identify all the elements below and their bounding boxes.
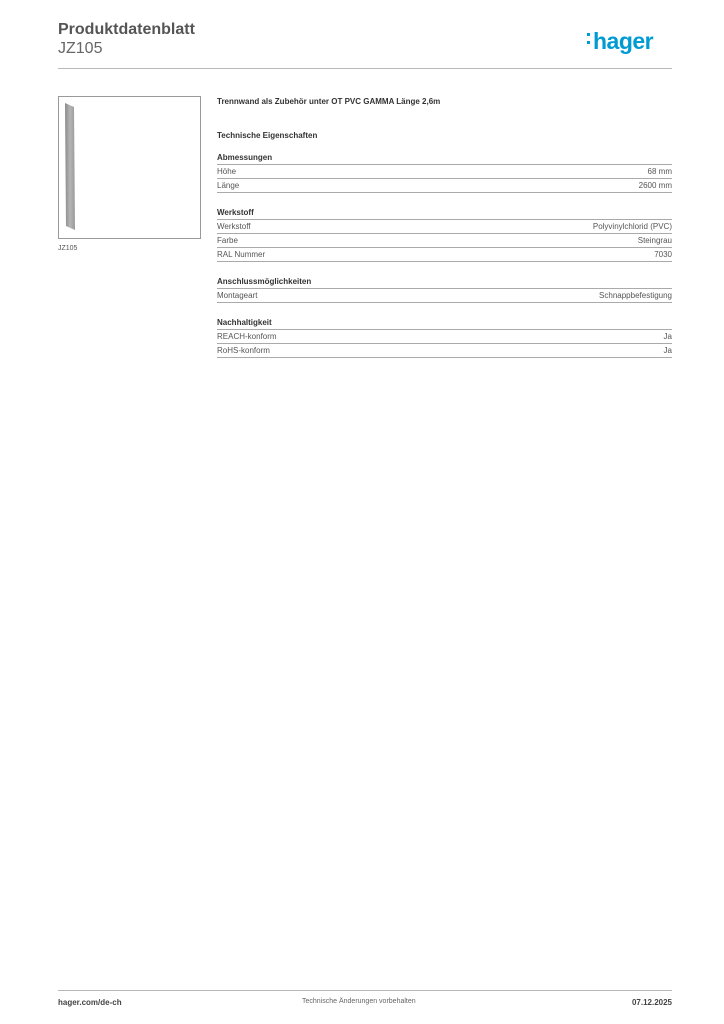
section-heading: Anschlussmöglichkeiten [217,276,672,289]
section-heading: Werkstoff [217,207,672,220]
table-row [217,165,672,179]
section-sustainability [217,317,672,358]
product-headline: Trennwand als Zubehör unter OT PVC GAMMA Länge 2,6m [217,97,441,106]
footer-notice: Technische Änderungen vorbehalten [302,998,416,1005]
row-label: Farbe [217,236,238,245]
image-caption: JZ105 [58,245,78,252]
table-row [217,234,672,248]
article-number: JZ105 [58,40,103,57]
table-row [217,179,672,193]
footer-divider [58,990,672,991]
logo-dots-icon [587,33,591,49]
product-details [217,96,672,358]
row-value: 7030 [654,250,672,259]
section-dimensions [217,152,672,193]
row-label: Montageart [217,291,258,300]
row-label: Länge [217,181,240,190]
row-value: Ja [663,332,672,341]
table-row [217,220,672,234]
row-label: Höhe [217,167,237,176]
table-row [217,248,672,262]
row-value: 68 mm [647,167,672,176]
row-value: Schnappbefestigung [599,291,672,300]
row-value: Polyvinylchlorid (PVC) [592,222,672,231]
section-connection [217,276,672,303]
row-label: RAL Nummer [217,250,266,259]
product-image [58,96,201,239]
row-label: RoHS-konform [217,346,270,355]
footer-website-link[interactable]: hager.com/de-ch [58,998,122,1007]
table-row [217,344,672,358]
logo-text: hager [593,28,654,54]
section-heading: Abmessungen [217,152,672,165]
hager-logo [593,28,653,55]
tech-properties-title: Technische Eigenschaften [217,131,318,140]
header-divider [58,68,672,69]
row-value: Steingrau [637,236,672,245]
row-value: 2600 mm [638,181,672,190]
row-label: Werkstoff [217,222,251,231]
row-value: Ja [663,346,672,355]
section-heading: Nachhaltigkeit [217,317,672,330]
page-title: Produktdatenblatt [58,21,195,38]
partition-wall-icon [65,103,75,230]
footer-date: 07.12.2025 [631,998,672,1007]
table-row [217,289,672,303]
section-material [217,207,672,262]
row-label: REACH-konform [217,332,277,341]
table-row [217,330,672,344]
